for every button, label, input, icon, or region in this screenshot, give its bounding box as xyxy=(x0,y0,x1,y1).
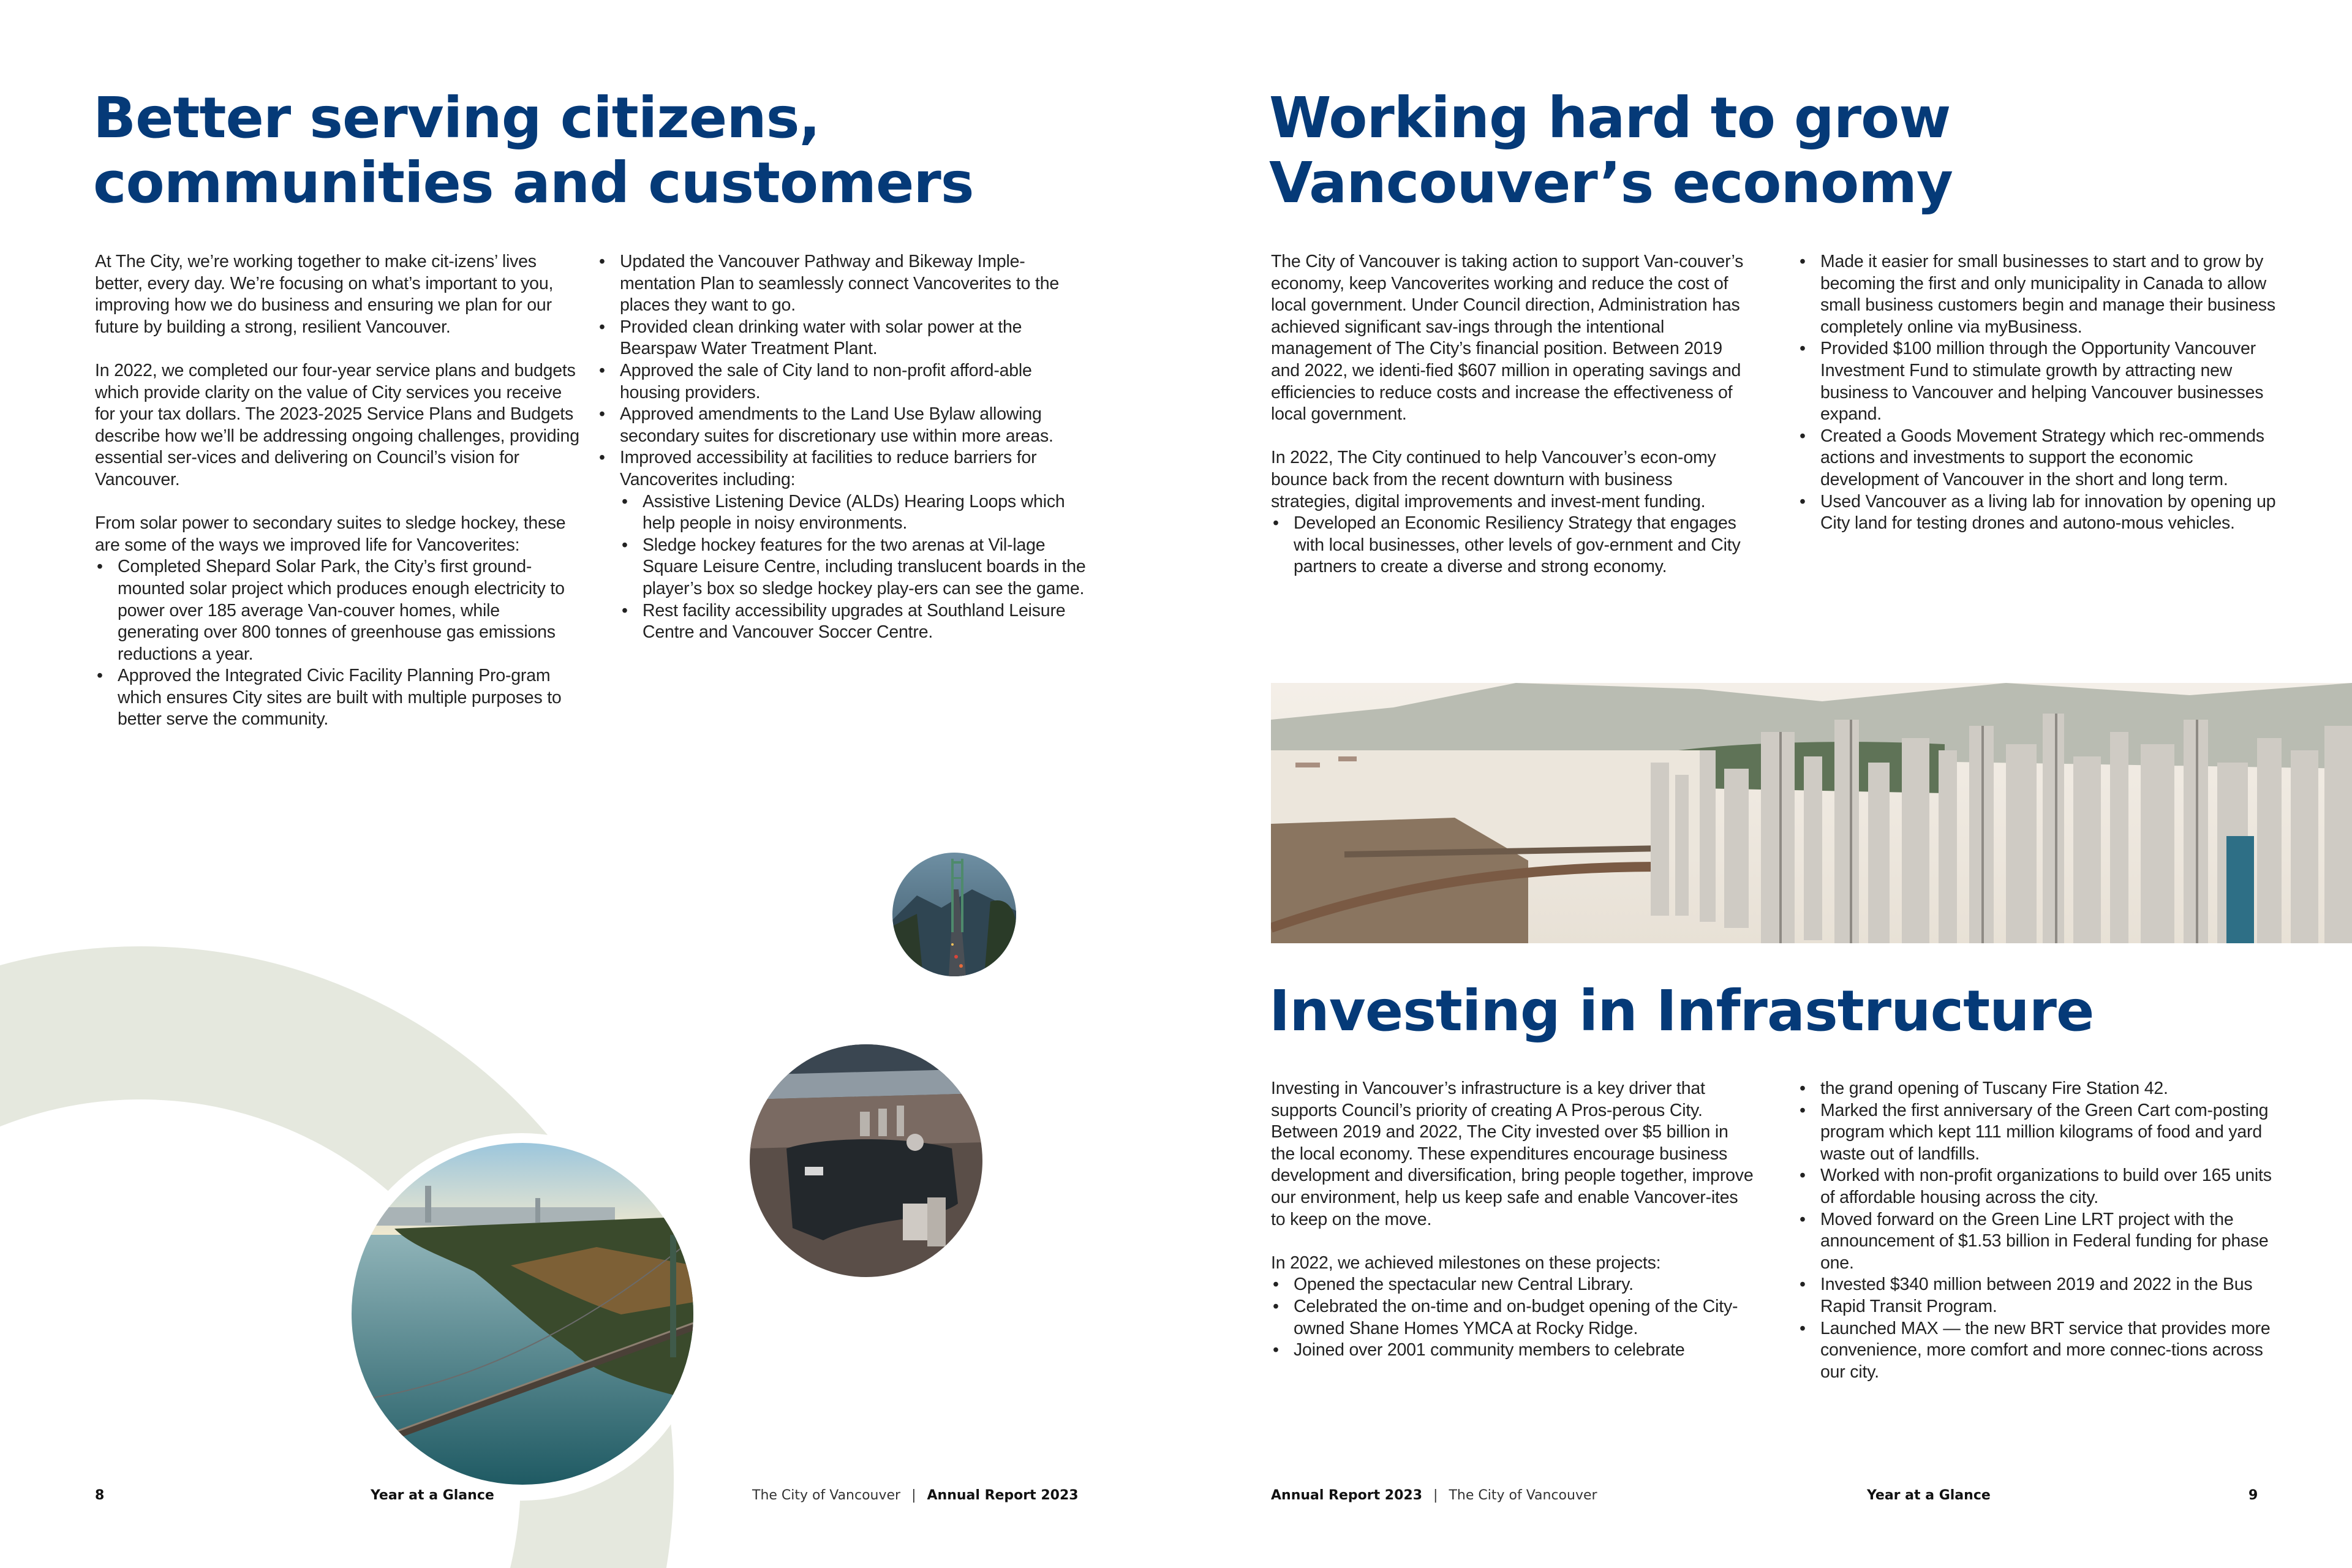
milestones-list xyxy=(1271,1274,1755,1361)
service-plans-paragraph: In 2022, we completed our four-year service plans and budgets which provide clarity on the value of City services you receive for your tax dollars. The 2023-2025 Service Plans and Budgets describe how we’ll be addressing ongoing challenges, providing essential ser-vices and delivering on Council’s vision for Vancouver. xyxy=(95,360,579,489)
list-item: • the grand opening of Tuscany Fire Station 42. xyxy=(1798,1078,2282,1100)
list-item: • Approved the Integrated Civic Facility Planning Pro-gram which ensures City sites are built with multiple purposes to better serve the community. xyxy=(95,665,585,731)
page-title-left: Better serving citizens, communities and customers xyxy=(93,85,974,216)
economy-2022-paragraph: In 2022, The City continued to help Vancouver’s econ-omy bounce back from the recent downturn with business strategies, digital improvements and invest-ment funding. xyxy=(1271,448,1716,511)
sub-list-item: • Rest facility accessibility upgrades at Southland Leisure Centre and Vancouver Soccer Centre. xyxy=(620,600,1087,644)
accessibility-sub-list xyxy=(620,491,1087,644)
false-creek-aerial-photo xyxy=(750,1044,982,1277)
infrastructure-column-2 xyxy=(1798,1078,2282,1383)
improvements-list-continued xyxy=(597,251,1087,644)
list-item: • Celebrated the on-time and on-budget opening of the City-owned Shane Homes YMCA at Rocky Ridge. xyxy=(1271,1296,1755,1340)
economy-column-1 xyxy=(1271,251,1755,578)
footer-section: Year at a Glance xyxy=(1867,1488,1991,1503)
list-item: • Improved accessibility at facilities to reduce barriers for Vancoverites including: • Assistive Listening Device (ALDs) Hearing Loops which help people in noisy environments. • Sledge hockey features for the two arenas at Vil-lage Square Leisure Centre, including translucent boards in the player’s box so sledge hockey play-ers can see the game. • Rest facility accessibility upgrades at Southland Leisure Centre and Vancouver Soccer Centre. xyxy=(597,447,1087,643)
footer-page-number: 9 xyxy=(2248,1488,2258,1503)
milestones-list-continued xyxy=(1798,1078,2282,1383)
list-item: • Provided clean drinking water with solar power at the Bearspaw Water Treatment Plant. xyxy=(597,317,1087,360)
list-item: • Used Vancouver as a living lab for innovation by opening up City land for testing drones and autono-mous vehicles. xyxy=(1798,491,2282,535)
downtown-vancouver-aerial-photo xyxy=(1271,683,2352,943)
infrastructure-column-1 xyxy=(1271,1078,1755,1362)
list-item: • Completed Shepard Solar Park, the City’s first ground-mounted solar project which produces enough electricity to power over 185 average Van-couver homes, while generating over 800 tonnes of greenhouse gas emissions reductions a year. xyxy=(95,556,585,665)
harbour-aerial-illustration xyxy=(750,1044,982,1277)
list-item: • Worked with non-profit organizations to build over 165 units of affordable housing across the city. xyxy=(1798,1165,2282,1208)
intro-paragraph: At The City, we’re working together to make cit-izens’ lives better, every day. We’re focusing on what’s important to you, improving how we do business and ensuring we plan for our future by building a strong, resilient Vancouver. xyxy=(95,252,554,337)
list-item: • Joined over 2001 community members to celebrate xyxy=(1271,1340,1755,1362)
list-item: • Invested $340 million between 2019 and 2022 in the Bus Rapid Transit Program. xyxy=(1798,1274,2282,1317)
economy-list-continued xyxy=(1798,251,2282,535)
footer-section: Year at a Glance xyxy=(371,1488,494,1503)
left-column-1 xyxy=(95,251,585,731)
footer-publication: The City of Vancouver | Annual Report 2023 xyxy=(752,1488,1079,1503)
infrastructure-intro-paragraph: Investing in Vancouver’s infrastructure is a key driver that supports Council’s priority of creating A Pros-perous City. Between 2019 and 2022, The City invested over $5 billion in the local economy. These expenditures encourage business development and diversification, bring people together, improve our environment, help us keep safe and enable Vancover-ites to keep on the move. xyxy=(1271,1079,1754,1229)
left-column-2 xyxy=(597,251,1087,644)
list-item: • Updated the Vancouver Pathway and Bikeway Imple-mentation Plan to seamlessly connect Vancoverites to the places they want to go. xyxy=(597,251,1087,317)
list-item: • Launched MAX — the new BRT service that provides more convenience, more comfort and more connec-tions across our city. xyxy=(1798,1318,2282,1384)
economy-list xyxy=(1271,513,1755,578)
infrastructure-heading: Investing in Infrastructure xyxy=(1269,978,2094,1044)
city-skyline-illustration xyxy=(1271,683,2352,943)
lions-gate-bridge-road-photo xyxy=(892,853,1016,976)
sub-list-item: • Sledge hockey features for the two arenas at Vil-lage Square Leisure Centre, including translucent boards in the player’s box so sledge hockey play-ers can see the game. xyxy=(620,535,1087,600)
milestones-intro: In 2022, we achieved milestones on these projects: xyxy=(1271,1253,1661,1273)
list-item: • Marked the first anniversary of the Green Cart com-posting program which kept 111 million kilograms of food and yard waste out of landfills. xyxy=(1798,1100,2282,1166)
bridge-road-illustration xyxy=(892,853,1016,976)
right-page xyxy=(1176,0,2352,1568)
list-item: • Provided $100 million through the Opportunity Vancouver Investment Fund to stimulate growth by attracting new business to Vancouver and helping Vancouver businesses expand. xyxy=(1798,338,2282,425)
list-item: • Opened the spectacular new Central Library. xyxy=(1271,1274,1755,1296)
improvements-intro: From solar power to secondary suites to sledge hockey, these are some of the ways we improved life for Vancoverites: xyxy=(95,513,566,555)
list-item: • Created a Goods Movement Strategy which rec-ommends actions and investments to support the economic development of Vancouver in the short and long term. xyxy=(1798,426,2282,491)
list-item: • Approved the sale of City land to non-profit afford-able housing providers. xyxy=(597,360,1087,404)
economy-column-2 xyxy=(1798,251,2282,535)
list-item: • Moved forward on the Green Line LRT project with the announcement of $1.53 billion in Federal funding for phase one. xyxy=(1798,1209,2282,1275)
suspension-bridge-illustration xyxy=(352,1143,693,1485)
list-item: • Developed an Economic Resiliency Strategy that engages with local businesses, other levels of gov-ernment and City partners to create a diverse and strong economy. xyxy=(1271,513,1755,578)
improvements-list xyxy=(95,556,585,731)
page-title-right: Working hard to grow Vancouver’s economy xyxy=(1269,85,1953,216)
footer-page-number: 8 xyxy=(95,1488,105,1503)
list-item: • Made it easier for small businesses to start and to grow by becoming the first and only municipality in Canada to allow small business customers begin and manage their business completely online via myBusiness. xyxy=(1798,251,2282,338)
lions-gate-bridge-stanley-park-photo xyxy=(352,1143,693,1485)
list-item: • Approved amendments to the Land Use Bylaw allowing secondary suites for discretionary use within more areas. xyxy=(597,404,1087,447)
sub-list-item: • Assistive Listening Device (ALDs) Hearing Loops which help people in noisy environments. xyxy=(620,491,1087,535)
economy-intro-paragraph: The City of Vancouver is taking action to support Van-couver’s economy, keep Vancoverites working and reduce the cost of local government. Under Council direction, Administration has achieved significant sav-ings through the intentional management of The City’s financial position. Between 2019 and 2022, we identi-fied $607 million in operating savings and efficiencies to reduce costs and increase the effectiveness of local government. xyxy=(1271,252,1744,424)
footer-publication: Annual Report 2023 | The City of Vancouver xyxy=(1271,1488,1597,1503)
